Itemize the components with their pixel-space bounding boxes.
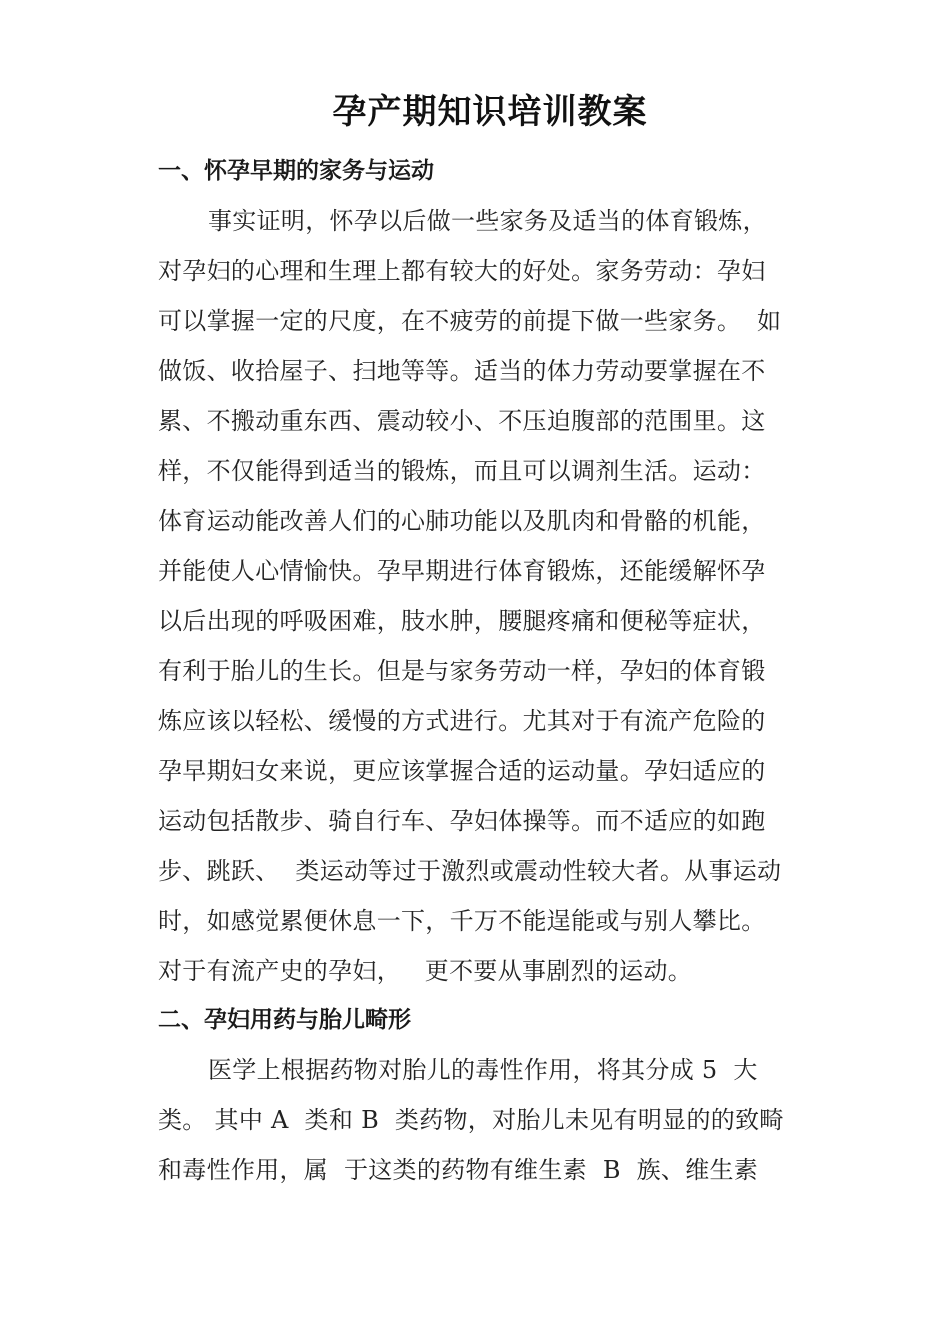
document-title: 孕产期知识培训教案 xyxy=(332,92,648,132)
paragraph-line: 时，如感觉累便休息一下，千万不能逞能或与别人攀比。 xyxy=(158,907,766,935)
paragraph-line: 事实证明，怀孕以后做一些家务及适当的体育锻炼， xyxy=(208,207,767,235)
paragraph-line: 医学上根据药物对胎儿的毒性作用，将其分成 5 大 xyxy=(208,1056,758,1084)
section-heading-2: 二、孕妇用药与胎儿畸形 xyxy=(158,1007,411,1033)
paragraph-line: 累、不搬动重东西、震动较小、不压迫腹部的范围里。这 xyxy=(158,407,766,435)
paragraph-line: 可以掌握一定的尺度，在不疲劳的前提下做一些家务。 如 xyxy=(158,307,782,335)
paragraph-line: 做饭、收拾屋子、扫地等等。适当的体力劳动要掌握在不 xyxy=(158,357,766,385)
paragraph-line: 和毒性作用，属 于这类的药物有维生素 B 族、维生素 xyxy=(158,1156,759,1184)
section-heading-1: 一、怀孕早期的家务与运动 xyxy=(158,158,434,184)
paragraph-line: 对孕妇的心理和生理上都有较大的好处。家务劳动：孕妇 xyxy=(158,257,766,285)
paragraph-line: 炼应该以轻松、缓慢的方式进行。尤其对于有流产危险的 xyxy=(158,707,766,735)
paragraph-line: 样，不仅能得到适当的锻炼，而且可以调剂生活。运动： xyxy=(158,457,766,485)
paragraph-line: 对于有流产史的孕妇， 更不要从事剧烈的运动。 xyxy=(158,957,693,985)
paragraph-line: 孕早期妇女来说，更应该掌握合适的运动量。孕妇适应的 xyxy=(158,757,766,785)
paragraph-line: 有利于胎儿的生长。但是与家务劳动一样，孕妇的体育锻 xyxy=(158,657,766,685)
paragraph-line: 运动包括散步、骑自行车、孕妇体操等。而不适应的如跑 xyxy=(158,807,766,835)
paragraph-line: 以后出现的呼吸困难，肢水肿，腰腿疼痛和便秘等症状， xyxy=(158,607,766,635)
paragraph-line: 类。 其中 A 类和 B 类药物，对胎儿未见有明显的的致畸 xyxy=(158,1106,784,1134)
paragraph-line: 并能使人心情愉快。孕早期进行体育锻炼，还能缓解怀孕 xyxy=(158,557,766,585)
paragraph-line: 体育运动能改善人们的心肺功能以及肌肉和骨骼的机能， xyxy=(158,507,766,535)
paragraph-line: 步、跳跃、 类运动等过于激烈或震动性较大者。从事运动 xyxy=(158,857,782,885)
